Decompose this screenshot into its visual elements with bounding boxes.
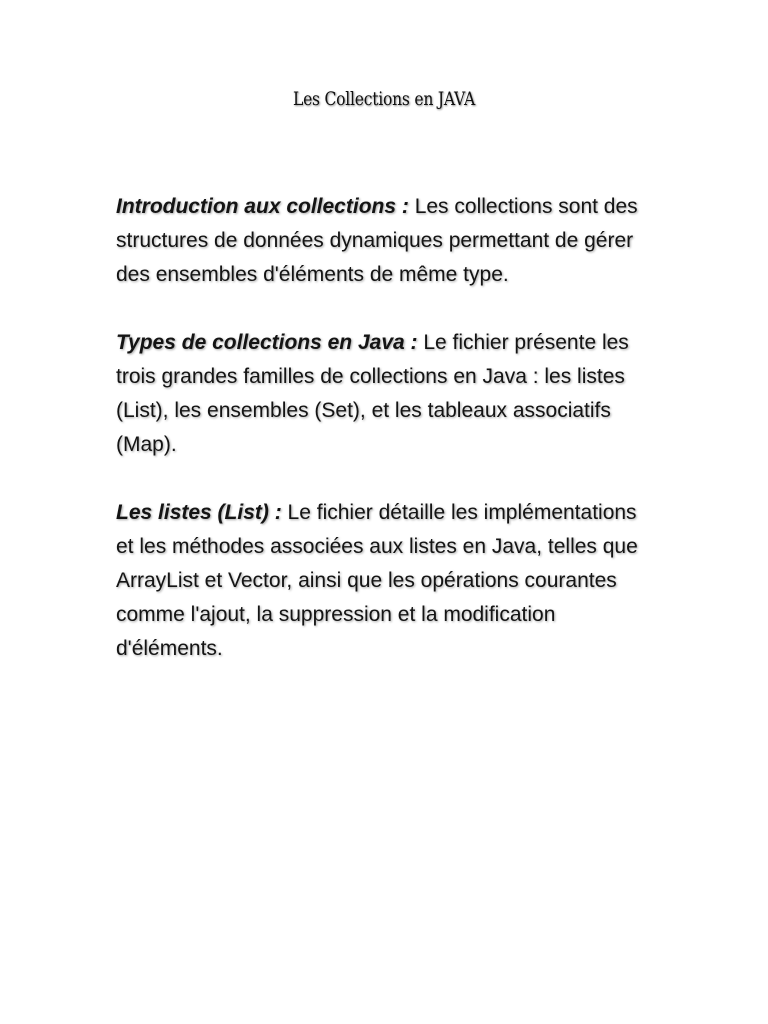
section-heading: Types de collections en Java : bbox=[116, 331, 418, 354]
section-text: Le fichier présente les trois grandes familles de collections en Java : les listes (List), les ensembles (Set), et les tableaux associatifs (Map). bbox=[116, 331, 629, 456]
document-title: Les Collections en JAVA bbox=[292, 88, 476, 110]
section-heading: Les listes (List) : bbox=[116, 501, 282, 524]
section-lists bbox=[116, 496, 656, 666]
section-text: Les collections sont des structures de données dynamiques permettant de gérer des ensembles d'éléments de même type. bbox=[116, 195, 638, 286]
section-introduction bbox=[116, 190, 656, 292]
document-body bbox=[116, 190, 656, 700]
section-types bbox=[116, 326, 656, 462]
section-text: Le fichier détaille les implémentations et les méthodes associées aux listes en Java, telles que ArrayList et Vector, ainsi que les opérations courantes comme l'ajout, la suppression et la modification d'éléments. bbox=[116, 501, 638, 660]
section-heading: Introduction aux collections : bbox=[116, 195, 409, 218]
